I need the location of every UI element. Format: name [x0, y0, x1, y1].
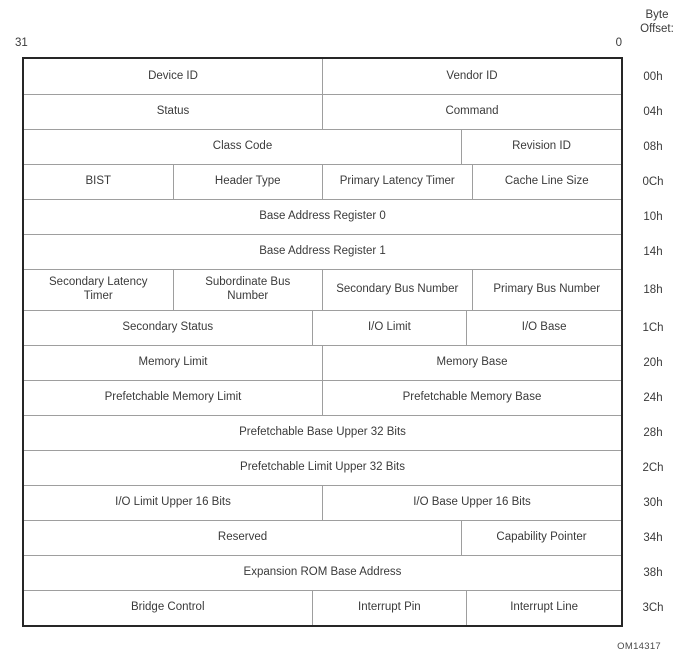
byte-offset-value: 2Ch — [642, 461, 664, 474]
register-cell: Memory Base — [322, 346, 621, 380]
register-cell: Secondary Latency Timer — [49, 276, 148, 302]
register-cell: Base Address Register 1 — [259, 245, 386, 258]
register-cell: Command — [322, 95, 621, 129]
byte-offset-value: 20h — [643, 356, 663, 369]
register-cell: Reserved — [217, 531, 268, 544]
register-cell: Secondary Bus Number — [322, 270, 472, 310]
byte-offset-value: 28h — [643, 426, 663, 439]
register-cell: Header Type — [173, 165, 323, 199]
byte-offset-header-line2: Offset: — [640, 22, 674, 35]
register-cell: Base Address Register 0 — [259, 210, 386, 223]
register-row — [24, 590, 621, 625]
register-cell: Device ID — [148, 69, 198, 82]
register-row — [24, 164, 621, 199]
byte-offset-value: 3Ch — [642, 601, 664, 614]
byte-offset-value: 04h — [643, 105, 663, 118]
register-row — [24, 415, 621, 450]
byte-offset-value: 14h — [643, 245, 663, 258]
register-cell: Primary Latency Timer — [322, 165, 472, 199]
register-cell: Status — [156, 105, 190, 118]
byte-offset-value: 18h — [643, 283, 663, 296]
bit-position-label-31: 31 — [15, 37, 28, 49]
register-cell: Primary Bus Number — [472, 270, 622, 310]
register-cell: Prefetchable Limit Upper 32 Bits — [240, 461, 405, 474]
register-table — [22, 57, 623, 627]
register-cell: Prefetchable Memory Limit — [104, 391, 242, 404]
byte-offset-value: 1Ch — [642, 321, 664, 334]
byte-offset-header — [626, 9, 688, 36]
register-row — [24, 59, 621, 94]
register-cell: Interrupt Line — [466, 591, 621, 625]
register-row — [24, 269, 621, 310]
register-cell: BIST — [85, 175, 112, 188]
byte-offset-value: 24h — [643, 391, 663, 404]
register-cell: I/O Limit — [312, 311, 467, 345]
register-row — [24, 94, 621, 129]
register-cell: Secondary Status — [122, 321, 214, 334]
byte-offset-value: 30h — [643, 496, 663, 509]
register-cell: Prefetchable Memory Base — [322, 381, 621, 415]
register-cell: Capability Pointer — [461, 521, 621, 555]
register-row — [24, 345, 621, 380]
register-cell: Bridge Control — [130, 601, 205, 614]
byte-offset-value: 34h — [643, 531, 663, 544]
register-cell: Memory Limit — [138, 356, 208, 369]
register-cell: Class Code — [212, 140, 273, 153]
register-cell: Prefetchable Base Upper 32 Bits — [239, 426, 406, 439]
register-row — [24, 520, 621, 555]
register-row — [24, 310, 621, 345]
figure-caption: OM14317 — [617, 641, 661, 652]
register-cell: I/O Base — [466, 311, 621, 345]
byte-offset-value: 08h — [643, 140, 663, 153]
byte-offset-value: 00h — [643, 70, 663, 83]
register-row — [24, 199, 621, 234]
register-cell: Interrupt Pin — [312, 591, 467, 625]
register-row — [24, 380, 621, 415]
register-cell: I/O Base Upper 16 Bits — [322, 486, 621, 520]
bit-position-label-0: 0 — [615, 37, 622, 49]
register-cell: I/O Limit Upper 16 Bits — [115, 496, 231, 509]
byte-offset-value: 0Ch — [642, 175, 664, 188]
byte-offset-header-line1: Byte — [645, 9, 669, 21]
byte-offset-value: 38h — [643, 566, 663, 579]
register-row — [24, 485, 621, 520]
register-cell: Vendor ID — [322, 59, 621, 94]
register-cell: Subordinate Bus Number — [173, 270, 323, 310]
register-cell: Cache Line Size — [472, 165, 622, 199]
register-row — [24, 450, 621, 485]
register-cell: Revision ID — [461, 130, 621, 164]
register-row — [24, 129, 621, 164]
register-row — [24, 555, 621, 590]
byte-offset-value: 10h — [643, 210, 663, 223]
byte-offset-column — [633, 59, 673, 625]
register-row — [24, 234, 621, 269]
register-cell: Expansion ROM Base Address — [243, 566, 402, 579]
